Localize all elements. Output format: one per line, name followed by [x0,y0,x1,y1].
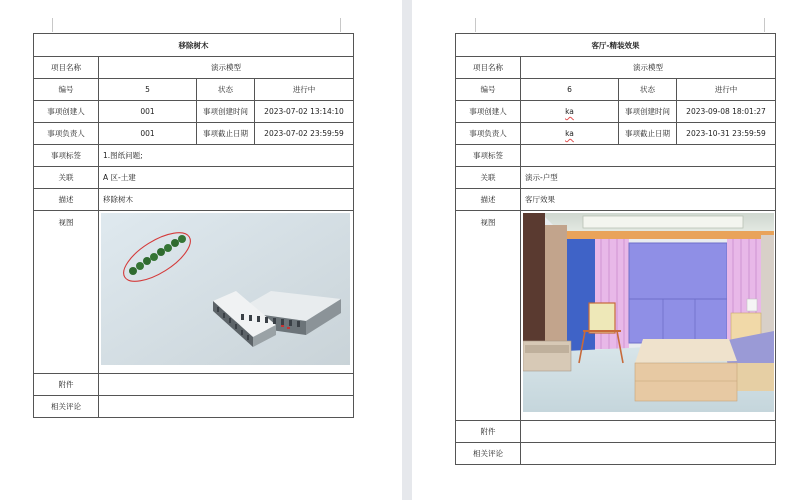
creator-label: 事项创建人 [34,101,99,123]
window-glass [629,243,727,343]
number-label: 编号 [34,79,99,101]
status-label: 状态 [197,79,255,101]
tags-value: 1.图纸问题; [99,145,354,167]
project-name-value: 演示模型 [521,57,776,79]
relation-label: 关联 [456,167,521,189]
issue-title: 客厅-精装效果 [456,34,776,57]
relation-value: A 区-土建 [99,167,354,189]
creator-value: 001 [99,101,197,123]
creator-name: ka [565,107,574,116]
tags-value [521,145,776,167]
comments-value [99,396,354,418]
number-value: 6 [521,79,619,101]
deadline-label: 事项截止日期 [197,123,255,145]
blue-wall [567,239,595,351]
tags-label: 事项标签 [456,145,521,167]
relation-label: 关联 [34,167,99,189]
created-time-label: 事项创建时间 [619,101,677,123]
issue-table [33,33,354,418]
number-value: 5 [99,79,197,101]
status-value: 进行中 [255,79,354,101]
description-value: 移除树木 [99,189,354,211]
created-time-label: 事项创建时间 [197,101,255,123]
project-name-label: 项目名称 [456,57,521,79]
deadline-label: 事项截止日期 [619,123,677,145]
view-label: 视图 [34,211,99,374]
deadline-value: 2023-07-02 23:59:59 [255,123,354,145]
tags-label: 事项标签 [34,145,99,167]
comments-label: 相关评论 [34,396,99,418]
attachment-label: 附件 [456,421,521,443]
page-divider [402,0,412,500]
owner-label: 事项负责人 [34,123,99,145]
creator-value [521,101,619,123]
crop-mark [340,18,341,32]
created-time-value: 2023-07-02 13:14:10 [255,101,354,123]
status-label: 状态 [619,79,677,101]
deadline-value: 2023-10-31 23:59:59 [677,123,776,145]
created-time-value: 2023-09-08 18:01:27 [677,101,776,123]
description-label: 描述 [34,189,99,211]
crop-mark [475,18,476,32]
attachment-value [521,421,776,443]
owner-label: 事项负责人 [456,123,521,145]
issue-title: 移除树木 [34,34,354,57]
comments-label: 相关评论 [456,443,521,465]
attachment-label: 附件 [34,374,99,396]
project-name-label: 项目名称 [34,57,99,79]
view-image[interactable] [99,211,354,374]
description-label: 描述 [456,189,521,211]
relation-value: 演示-户型 [521,167,776,189]
comments-value [521,443,776,465]
issue-table [455,33,776,465]
owner-name: ka [565,129,574,138]
status-value: 进行中 [677,79,776,101]
number-label: 编号 [456,79,521,101]
description-value: 客厅效果 [521,189,776,211]
attachment-value [99,374,354,396]
creator-label: 事项创建人 [456,101,521,123]
crop-mark [52,18,53,32]
model-view-image [101,213,350,365]
view-label: 视图 [456,211,521,421]
document-page-issue-6 [412,0,800,500]
project-name-value: 演示模型 [99,57,354,79]
owner-value: 001 [99,123,197,145]
owner-value [521,123,619,145]
view-image[interactable] [521,211,776,421]
crop-mark [764,18,765,32]
coffee-table [635,339,737,401]
room-render-image [523,213,774,412]
